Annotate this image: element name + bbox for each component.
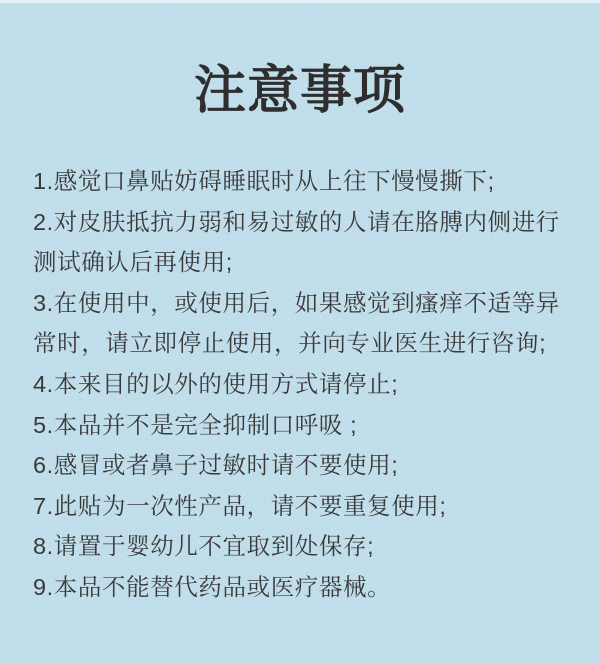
notice-line: 测试确认后再使用; [33,249,233,276]
notice-line: 8.请置于婴幼儿不宜取到处保存; [33,533,375,560]
notice-line: 1.感觉口鼻贴妨碍睡眠时从上往下慢慢撕下; [33,168,495,194]
notice-line: 常时，请立即停止使用，并向专业医生进行咨询; [33,330,547,357]
notice-list [33,161,584,608]
page-title: 注意事项 [193,62,406,120]
notice-line: 3.在使用中，或使用后，如果感觉到瘙痒不适等异 [33,289,560,316]
notice-line: 4.本来目的以外的使用方式请停止; [33,370,399,397]
notice-line: 7.此贴为一次性产品，请不要重复使用; [33,492,447,519]
notice-line: 2.对皮肤抵抗力弱和易过敏的人请在胳膊内侧进行 [33,208,560,235]
notice-line: 9.本品不能替代药品或医疗器械。 [33,573,392,600]
notice-line: 5.本品并不是完全抑制口呼吸 ; [33,411,358,438]
notice-line: 6.感冒或者鼻子过敏时请不要使用; [33,452,399,479]
